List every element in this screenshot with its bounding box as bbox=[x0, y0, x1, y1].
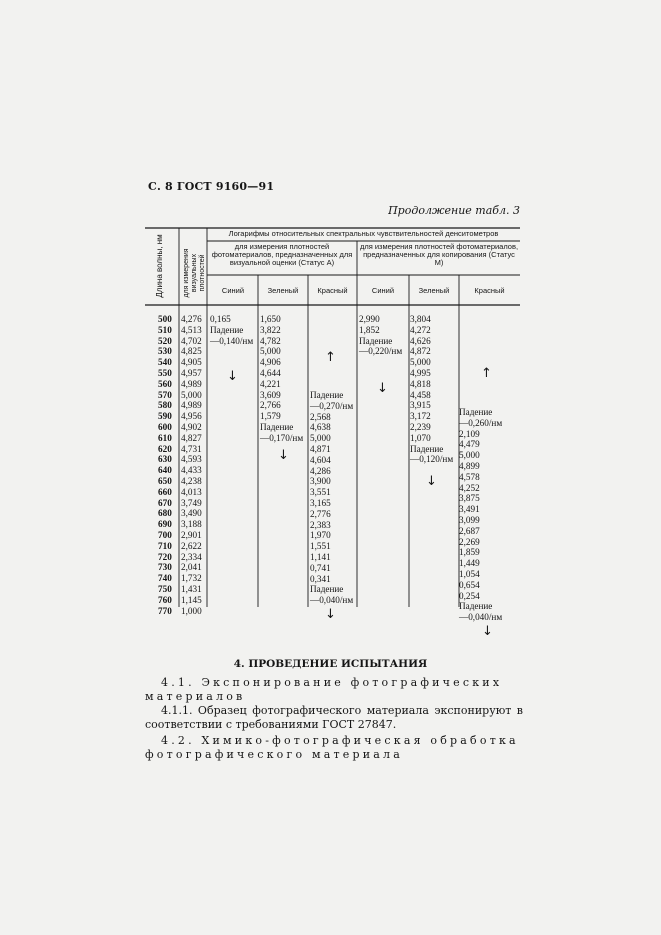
table-cell: 2,334 bbox=[181, 551, 202, 562]
table-cell: Падение bbox=[310, 584, 344, 595]
table-cell: 600 bbox=[158, 421, 172, 432]
table-cell: 4,252 bbox=[459, 482, 480, 493]
table-cell: Падение bbox=[410, 443, 444, 454]
table-cell: 2,568 bbox=[310, 411, 331, 422]
table-cell: 0,341 bbox=[310, 573, 331, 584]
table-cell: 3,551 bbox=[310, 487, 331, 498]
table-cell: 4,638 bbox=[310, 422, 331, 433]
table-cell: 4,626 bbox=[410, 335, 431, 346]
arrow-down-icon: ↓ bbox=[325, 607, 336, 622]
table-cell: 4,995 bbox=[410, 367, 431, 378]
table-cell: 700 bbox=[158, 529, 172, 540]
table-cell: Падение bbox=[359, 335, 393, 346]
table-cell: —0,040/нм bbox=[310, 595, 354, 606]
table-cell: 5,000 bbox=[181, 389, 202, 400]
table-cell: 1,650 bbox=[260, 314, 281, 324]
table-cell: 590 bbox=[158, 411, 172, 422]
table-cell: 640 bbox=[158, 465, 172, 476]
table-cell: 4,013 bbox=[181, 486, 202, 497]
table-cell: 4,827 bbox=[181, 432, 202, 443]
table-cell: 1,000 bbox=[181, 605, 202, 616]
arrow-down-icon: ↓ bbox=[227, 369, 238, 384]
table-cell: 5,000 bbox=[459, 450, 480, 461]
table-cell: 1,449 bbox=[459, 558, 480, 569]
table-cell: 660 bbox=[158, 486, 172, 497]
table-cell: 1,852 bbox=[359, 324, 380, 335]
table-cell: 580 bbox=[158, 400, 172, 411]
table-cell: 4,272 bbox=[410, 324, 431, 335]
table-cell: 4,604 bbox=[310, 454, 331, 465]
table-cell: 2,622 bbox=[181, 540, 202, 551]
table-cell: 4,479 bbox=[459, 439, 480, 450]
table-cell: 560 bbox=[158, 378, 172, 389]
table-cell: 4,825 bbox=[181, 346, 202, 357]
column-m-green bbox=[410, 314, 453, 465]
table-cell: Падение bbox=[459, 601, 493, 612]
paragraph-4-2: 4.2. Химико-фотографическая обработка фотографического материала bbox=[145, 734, 519, 761]
table-cell: 5,000 bbox=[260, 346, 281, 357]
table-cell: 4,644 bbox=[260, 367, 281, 378]
table-cell: 3,915 bbox=[410, 400, 431, 411]
arrow-down-icon: ↓ bbox=[482, 624, 493, 639]
table-cell: 5,000 bbox=[410, 357, 431, 368]
column-visual bbox=[181, 314, 202, 616]
header-a-green: Зеленый bbox=[267, 286, 299, 295]
table-cell: 4,731 bbox=[181, 443, 202, 454]
table-cell: 3,491 bbox=[459, 504, 480, 515]
table-cell: —0,040/нм bbox=[459, 612, 503, 623]
table-cell: 0,654 bbox=[459, 579, 480, 590]
table-cell: 570 bbox=[158, 389, 172, 400]
table-cell: Падение bbox=[459, 407, 493, 417]
table-cell: 1,431 bbox=[181, 583, 202, 594]
paragraph-4-1-1: 4.1.1. Образец фотографического материала экспонируют в соответствии с требованиями ГОСТ 27847. bbox=[145, 704, 523, 731]
table-cell: 630 bbox=[158, 454, 172, 465]
table-cell: 3,804 bbox=[410, 314, 431, 324]
table-cell: 1,141 bbox=[310, 551, 331, 562]
header-visual-density: для измерения визуальных плотностей bbox=[183, 248, 206, 298]
table-cell: 500 bbox=[158, 314, 172, 324]
table-cell: 0,254 bbox=[459, 590, 480, 601]
table-cell: 1,970 bbox=[310, 530, 331, 541]
table-cell: 1,070 bbox=[410, 432, 431, 443]
table-cell: 680 bbox=[158, 508, 172, 519]
table-cell: 2,239 bbox=[410, 421, 431, 432]
table-cell: 740 bbox=[158, 573, 172, 584]
arrow-down-icon: ↓ bbox=[377, 381, 388, 396]
table-cell: 750 bbox=[158, 583, 172, 594]
arrow-down-icon: ↓ bbox=[278, 448, 289, 463]
table-cell: 4,902 bbox=[181, 421, 202, 432]
table-cell: 4,433 bbox=[181, 465, 202, 476]
arrow-down-icon: ↓ bbox=[426, 474, 437, 489]
header-m-blue: Синий bbox=[371, 286, 395, 295]
table-cell: 1,732 bbox=[181, 573, 202, 584]
page-header: С. 8 ГОСТ 9160—91 bbox=[148, 180, 275, 193]
table-cell: 3,609 bbox=[260, 389, 281, 400]
header-a-blue: Синий bbox=[221, 286, 245, 295]
table-cell: 4,238 bbox=[181, 475, 202, 486]
table-cell: 510 bbox=[158, 324, 172, 335]
column-a-green bbox=[260, 314, 303, 444]
table-cell: 5,000 bbox=[310, 433, 331, 444]
table-cell: 3,822 bbox=[260, 324, 281, 335]
table-cell: 4,956 bbox=[181, 411, 202, 422]
header-m-red: Красный bbox=[474, 286, 505, 295]
table-cell: 3,165 bbox=[310, 497, 331, 508]
table-cell: 4,286 bbox=[310, 465, 331, 476]
table-cell: —0,140/нм bbox=[210, 335, 254, 346]
table-cell: 540 bbox=[158, 357, 172, 368]
table-continuation-label: Продолжение табл. 3 bbox=[388, 204, 520, 217]
table-cell: 3,490 bbox=[181, 508, 202, 519]
table-cell: 690 bbox=[158, 519, 172, 530]
table-cell: 2,776 bbox=[310, 508, 331, 519]
header-wavelength: Длина волны, нм bbox=[155, 234, 164, 298]
table-cell: 4,957 bbox=[181, 367, 202, 378]
column-m-red bbox=[459, 407, 502, 623]
table-cell: 2,109 bbox=[459, 428, 480, 439]
header-m-green: Зеленый bbox=[418, 286, 450, 295]
data-table bbox=[145, 217, 520, 642]
table-cell: 3,875 bbox=[459, 493, 480, 504]
table-cell: 2,687 bbox=[459, 525, 480, 536]
table-cell: 4,221 bbox=[260, 378, 281, 389]
table-cell: 4,871 bbox=[310, 443, 331, 454]
table-cell: 2,766 bbox=[260, 400, 281, 411]
table-cell: 760 bbox=[158, 594, 172, 605]
table-cell: 4,899 bbox=[459, 460, 480, 471]
table-cell: 650 bbox=[158, 475, 172, 486]
table-cell: —0,220/нм bbox=[359, 346, 403, 357]
table-cell: 2,041 bbox=[181, 562, 202, 573]
arrow-up-icon: ↑ bbox=[325, 350, 336, 365]
table-cell: 4,702 bbox=[181, 335, 202, 346]
column-m-blue bbox=[359, 314, 402, 357]
table-cell: 3,900 bbox=[310, 476, 331, 487]
table-cell: 4,872 bbox=[410, 346, 431, 357]
table-cell: 770 bbox=[158, 605, 172, 616]
table-cell: 550 bbox=[158, 367, 172, 378]
table-cell: 2,901 bbox=[181, 529, 202, 540]
table-cell: 720 bbox=[158, 551, 172, 562]
table-cell: 520 bbox=[158, 335, 172, 346]
table-cell: 4,818 bbox=[410, 378, 431, 389]
table-cell: 1,579 bbox=[260, 411, 281, 422]
section-title: 4. ПРОВЕДЕНИЕ ИСПЫТАНИЯ bbox=[233, 658, 428, 670]
table-cell: 4,905 bbox=[181, 357, 202, 368]
table-cell: 730 bbox=[158, 562, 172, 573]
table-cell: 530 bbox=[158, 346, 172, 357]
table-cell: —0,120/нм bbox=[410, 454, 454, 465]
header-status-m: для измерения плотностей фотоматериалов, предназначенных для копирования (Статус М) bbox=[359, 242, 519, 267]
column-a-red bbox=[310, 390, 353, 606]
table-cell: Падение bbox=[310, 390, 344, 400]
table-cell: 2,383 bbox=[310, 519, 331, 530]
header-log-sensitivity: Логарифмы относительных спектральных чувствительностей денситометров bbox=[228, 229, 499, 238]
table-cell: 2,269 bbox=[459, 536, 480, 547]
table-cell: 4,578 bbox=[459, 471, 480, 482]
table-cell: 4,989 bbox=[181, 378, 202, 389]
table-cell: —0,270/нм bbox=[310, 400, 354, 411]
table-cell: 4,989 bbox=[181, 400, 202, 411]
table-cell: 1,551 bbox=[310, 541, 331, 552]
table-cell: 620 bbox=[158, 443, 172, 454]
header-a-red: Красный bbox=[317, 286, 348, 295]
table-cell: 4,782 bbox=[260, 335, 281, 346]
table-cell: Падение bbox=[260, 421, 294, 432]
table-cell: 2,990 bbox=[359, 314, 380, 324]
table-cell: 0,165 bbox=[210, 314, 231, 324]
table-cell: 4,513 bbox=[181, 324, 202, 335]
table-cell: 4,593 bbox=[181, 454, 202, 465]
column-wavelengths bbox=[158, 314, 172, 616]
table-cell: 4,906 bbox=[260, 357, 281, 368]
table-cell: —0,260/нм bbox=[459, 417, 503, 428]
table-cell: 3,749 bbox=[181, 497, 202, 508]
table-cell: 4,458 bbox=[410, 389, 431, 400]
arrow-up-icon: ↑ bbox=[481, 366, 492, 381]
table-cell: 610 bbox=[158, 432, 172, 443]
table-cell: 4,276 bbox=[181, 314, 202, 324]
table-cell: 3,188 bbox=[181, 519, 202, 530]
table-cell: 0,741 bbox=[310, 562, 331, 573]
table-cell: 1,054 bbox=[459, 568, 480, 579]
table-cell: 670 bbox=[158, 497, 172, 508]
table-cell: 3,172 bbox=[410, 411, 431, 422]
table-cell: 1,859 bbox=[459, 547, 480, 558]
table-cell: —0,170/нм bbox=[260, 432, 304, 443]
table-cell: 1,145 bbox=[181, 594, 202, 605]
table-cell: 710 bbox=[158, 540, 172, 551]
header-status-a: для измерения плотностей фотоматериалов, предназначенных для визуальной оценки (Статус А) bbox=[211, 242, 353, 267]
column-a-blue bbox=[210, 314, 253, 346]
table-cell: Падение bbox=[210, 324, 244, 335]
paragraph-4-1: 4.1. Экспонирование фотографических материалов bbox=[145, 676, 503, 703]
table-cell: 3,099 bbox=[459, 514, 480, 525]
